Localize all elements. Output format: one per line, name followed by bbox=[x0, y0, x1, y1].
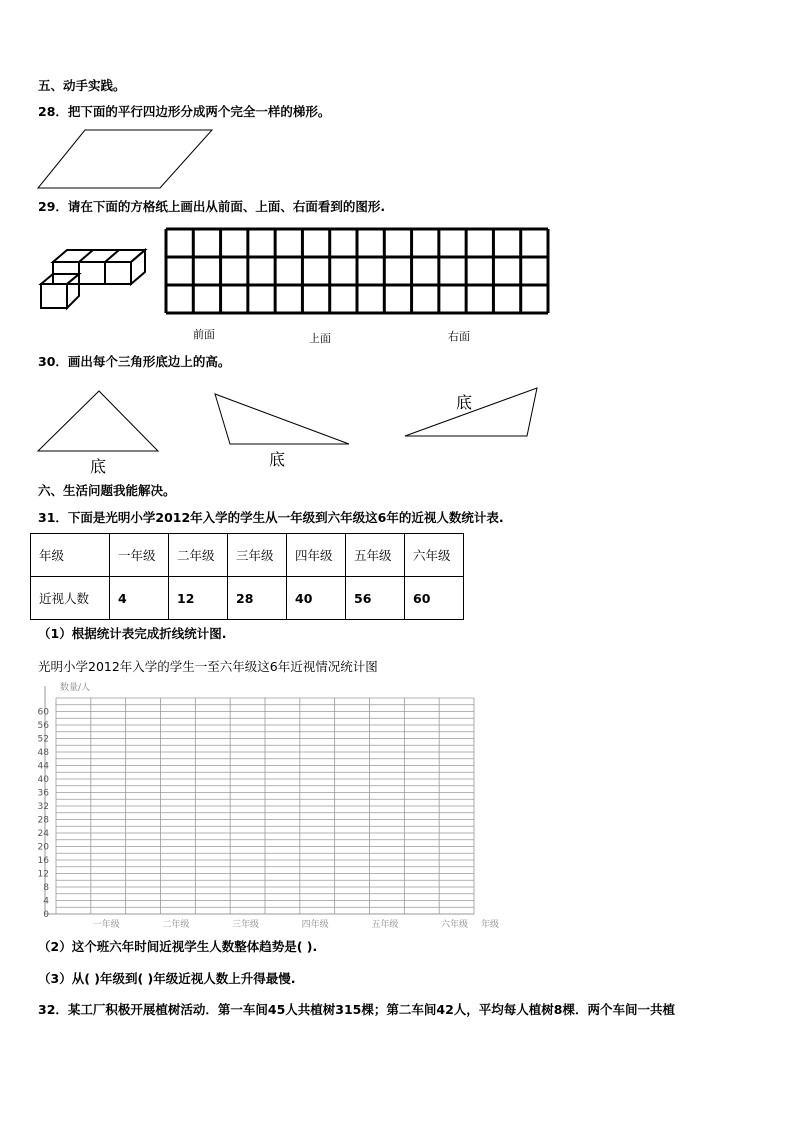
table-cell: 28 bbox=[228, 577, 287, 620]
table-cell: 12 bbox=[169, 577, 228, 620]
y-tick-label: 8 bbox=[43, 883, 49, 893]
x-tick-label: 五年级 bbox=[371, 920, 399, 930]
y-tick-label: 40 bbox=[37, 775, 49, 785]
y-tick-label: 60 bbox=[37, 707, 49, 718]
triangle-1-base-label: 底 bbox=[90, 457, 107, 476]
question-32: 32．某工厂积极开展植树活动．第一车间45人共植树315棵；第二车间42人，平均每人植树8棵．两个车间一共植 bbox=[38, 1002, 675, 1017]
x-tick-label: 三年级 bbox=[231, 920, 260, 930]
x-tick-label: 六年级 bbox=[440, 920, 469, 930]
label-right: 右面 bbox=[448, 330, 470, 343]
question-31-part-1: （1）根据统计表完成折线统计图. bbox=[38, 626, 227, 641]
y-tick-label: 20 bbox=[37, 842, 49, 853]
y-tick-label: 16 bbox=[37, 856, 49, 866]
triangle-3-base-label: 底 bbox=[456, 393, 473, 412]
table-cell: 二年级 bbox=[169, 534, 228, 577]
chart-title: 光明小学2012年入学的学生一至六年级这6年近视情况统计图 bbox=[38, 659, 378, 674]
y-axis-label: 数量/人 bbox=[60, 683, 91, 693]
question-31: 31．下面是光明小学2012年入学的学生从一年级到六年级这6年的近视人数统计表. bbox=[38, 510, 504, 525]
table-cell: 40 bbox=[287, 577, 346, 620]
y-tick-label: 32 bbox=[37, 802, 49, 812]
label-front: 前面 bbox=[193, 328, 215, 341]
triangle-2-base-label: 底 bbox=[269, 450, 286, 469]
section-6-title: 六、生活问题我能解决。 bbox=[38, 483, 176, 498]
table-cell: 4 bbox=[110, 577, 169, 620]
table-cell: 60 bbox=[405, 577, 464, 620]
table-cell: 三年级 bbox=[228, 534, 287, 577]
x-tick-label: 二年级 bbox=[162, 920, 190, 930]
table-cell: 56 bbox=[346, 577, 405, 620]
y-tick-label: 48 bbox=[37, 748, 49, 758]
table-cell: 近视人数 bbox=[31, 577, 110, 620]
label-top: 上面 bbox=[309, 332, 331, 345]
table-cell: 一年级 bbox=[110, 534, 169, 577]
table-cell: 年级 bbox=[31, 534, 110, 577]
table-cell: 五年级 bbox=[346, 534, 405, 577]
y-tick-label: 56 bbox=[37, 721, 49, 731]
x-axis-label: 年级 bbox=[480, 920, 500, 930]
section-5-title: 五、动手实践。 bbox=[38, 78, 126, 93]
y-tick-label: 52 bbox=[37, 734, 49, 745]
x-tick-label: 一年级 bbox=[92, 920, 120, 930]
y-tick-label: 44 bbox=[37, 761, 49, 772]
y-tick-label: 12 bbox=[37, 869, 49, 880]
y-tick-label: 0 bbox=[43, 910, 49, 920]
table-cell: 六年级 bbox=[405, 534, 464, 577]
question-28: 28．把下面的平行四边形分成两个完全一样的梯形。 bbox=[38, 104, 331, 119]
question-31-part-3: （3）从( )年级到( )年级近视人数上升得最慢. bbox=[38, 971, 296, 986]
question-31-part-2: （2）这个班六年时间近视学生人数整体趋势是( ). bbox=[38, 939, 318, 954]
x-tick-label: 四年级 bbox=[301, 920, 329, 930]
y-tick-label: 24 bbox=[37, 829, 49, 839]
question-30: 30．画出每个三角形底边上的高。 bbox=[38, 354, 231, 369]
question-29: 29．请在下面的方格纸上画出从前面、上面、右面看到的图形. bbox=[38, 199, 386, 214]
table-cell: 四年级 bbox=[287, 534, 346, 577]
y-tick-label: 36 bbox=[37, 788, 49, 799]
y-tick-label: 4 bbox=[43, 896, 49, 907]
y-tick-label: 28 bbox=[37, 815, 49, 826]
